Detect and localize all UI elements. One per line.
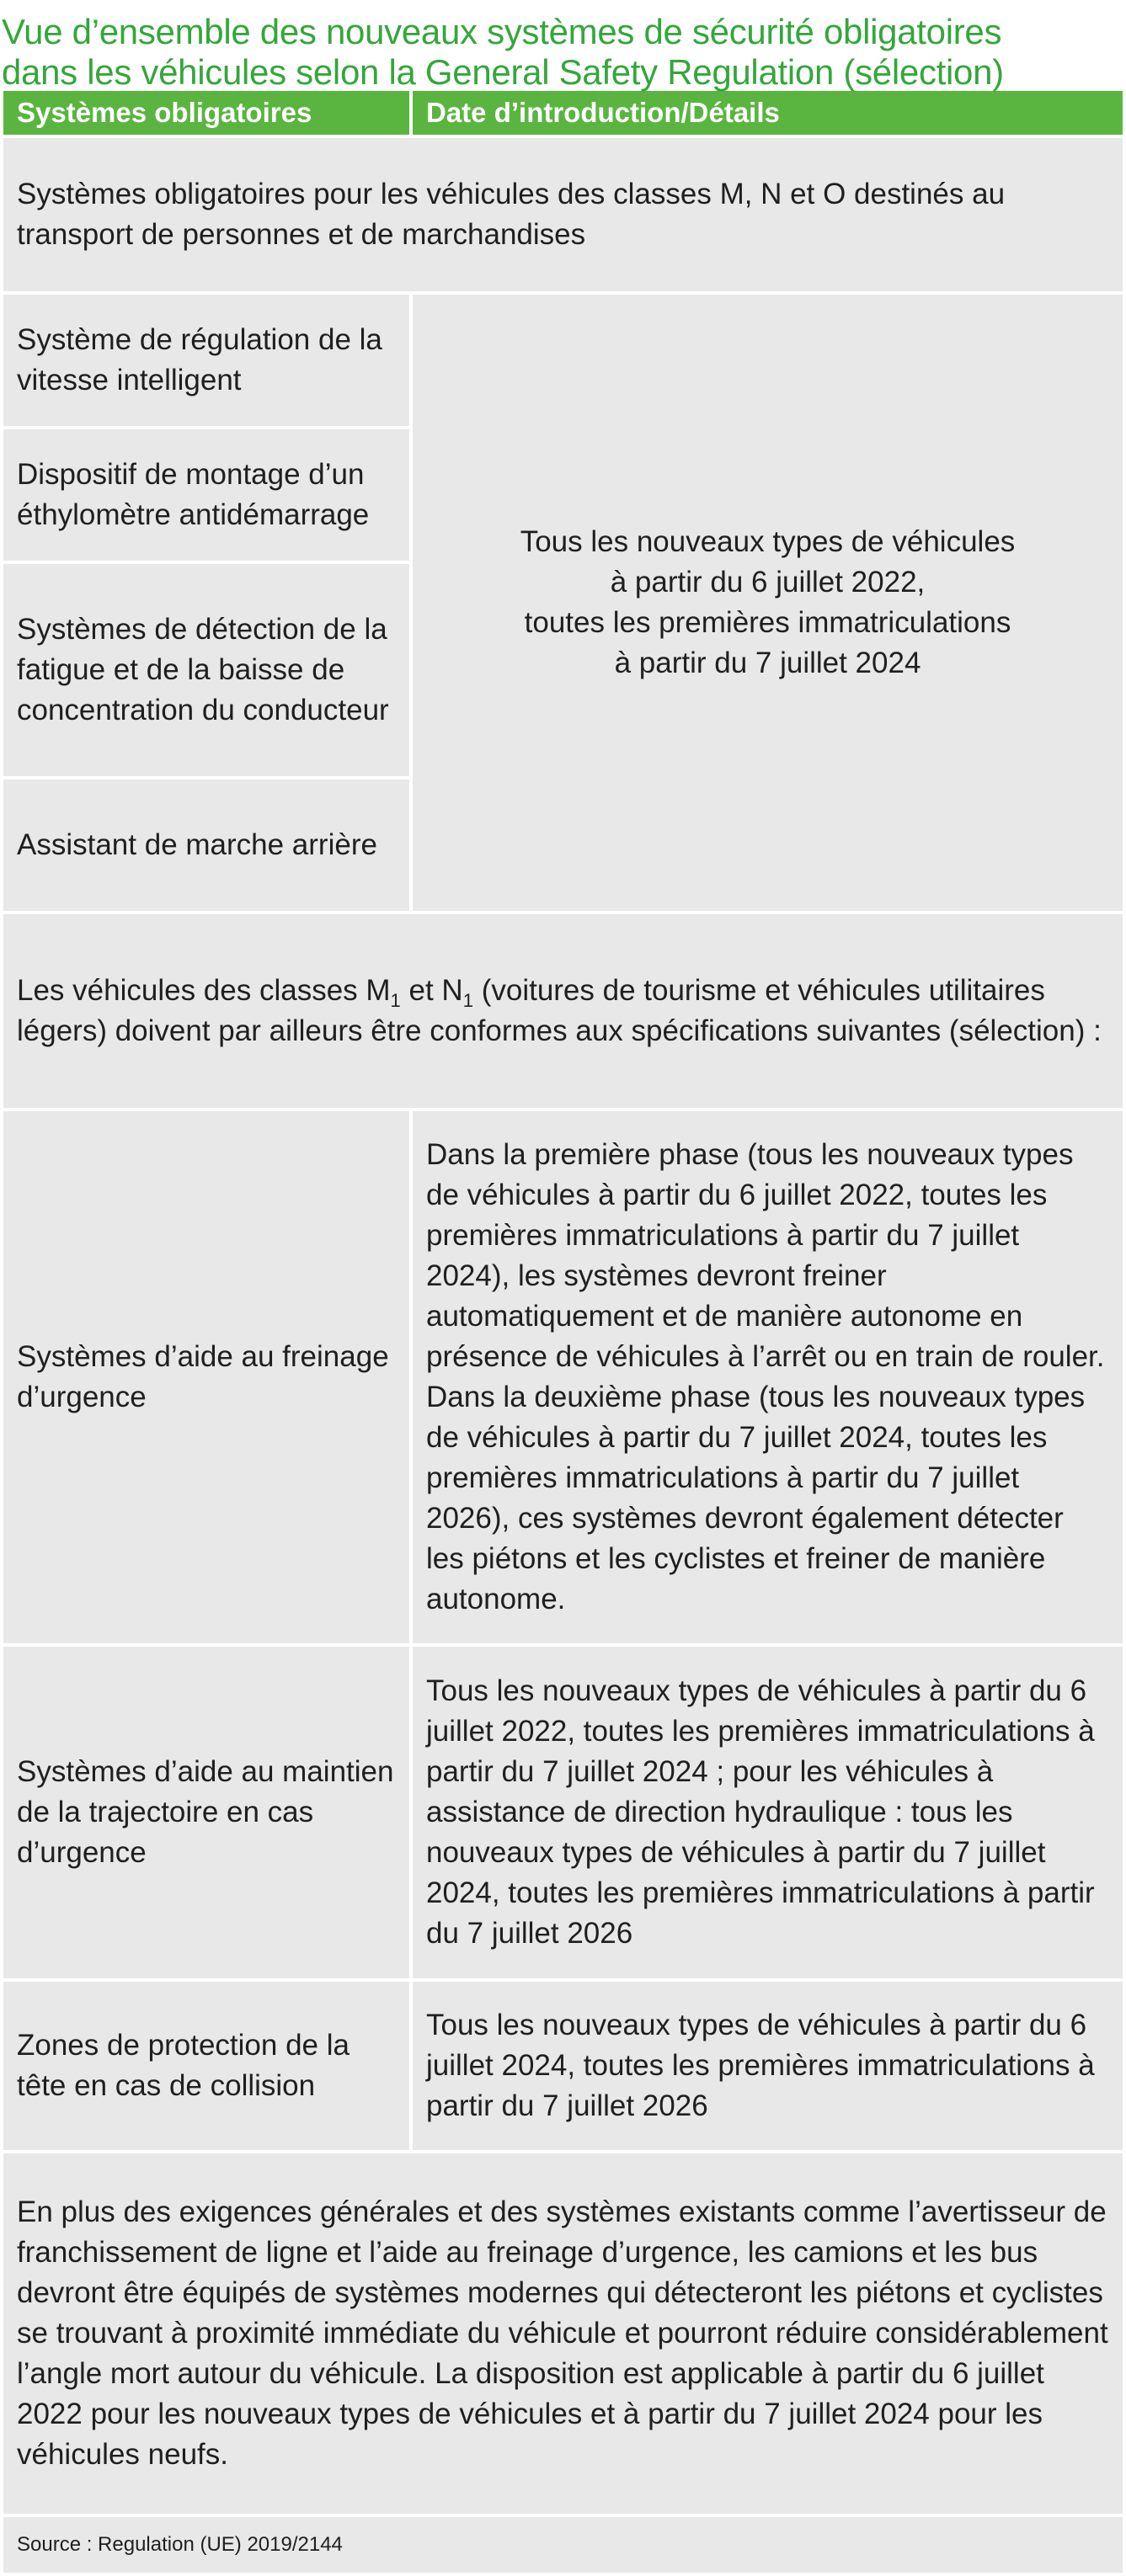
table-header-row	[2, 89, 1124, 136]
dates-line-4: à partir du 7 juillet 2024	[614, 647, 921, 679]
section2-intro-text: et N	[400, 974, 463, 1007]
table-row	[2, 293, 1124, 428]
system-speed-assist: Système de régulation de la vitesse intelligent	[2, 293, 411, 428]
header-dates: Date d’introduction/Détails	[411, 89, 1124, 136]
page-title	[0, 0, 1126, 92]
table-row	[2, 1110, 1124, 1645]
dates-line-1: Tous les nouveaux types de véhicules	[520, 525, 1016, 558]
section1-dates	[411, 293, 1124, 913]
header-systems: Systèmes obligatoires	[2, 89, 411, 136]
detail-lane-keeping: Tous les nouveaux types de véhicules à partir du 6 juillet 2022, toutes les premières immatriculations à partir du 7 juillet 2024 ; pour les véhicules à assistance de direction hydraulique : tous les nouveaux types de véhicules à partir du 7 juillet 2024, toutes les premières immatriculations à partir du 7 juillet 2026	[411, 1645, 1124, 1980]
detail-emergency-braking: Dans la première phase (tous les nouveaux types de véhicules à partir du 6 juillet 2022, toutes les premières immatriculations à partir du 7 juillet 2024), les systèmes devront freiner automatiquement et de manière autonome en présence de véhicules à l’arrêt ou en train de rouler. Dans la deuxième phase (tous les nouveaux types de véhicules à partir du 7 juillet 2024, toutes les premières immatriculations à partir du 7 juillet 2026), ces systèmes devront également détecter les piétons et les cyclistes et freiner de manière autonome.	[411, 1110, 1124, 1645]
table-row	[2, 1980, 1124, 2152]
section3-text: En plus des exigences générales et des systèmes existants comme l’avertisseur de franchissement de ligne et l’aide au freinage d’urgence, les camions et les bus devront être équipés de systèmes modernes qui détecteront les piétons et cyclistes se trouvant à proximité immédiate du véhicule et pourront réduire considérablement l’angle mort autour du véhicule. La disposition est applicable à partir du 6 juillet 2022 pour les nouveaux types de véhicules et à partir du 7 juillet 2024 pour les véhicules neufs.	[2, 2152, 1124, 2515]
title-line-1: Vue d’ensemble des nouveaux systèmes de sécurité obligatoires	[2, 12, 1002, 51]
section2-intro-text: (voitures de tourisme et véhicules utilitaires légers) doivent par ailleurs être conformes aux spécifications suivantes (sélection) :	[17, 974, 1102, 1047]
section2-intro	[2, 913, 1124, 1110]
source-row	[2, 2515, 1124, 2574]
system-lane-keeping: Systèmes d’aide au maintien de la trajectoire en cas d’urgence	[2, 1645, 411, 1980]
safety-systems-table	[0, 88, 1126, 2576]
section2-intro-text: Les véhicules des classes M	[17, 974, 391, 1007]
system-fatigue-detection: Systèmes de détection de la fatigue et de la baisse de concentration du conducteur	[2, 562, 411, 778]
source-note: Source : Regulation (UE) 2019/2144	[2, 2515, 1124, 2574]
subscript-1: 1	[462, 990, 473, 1011]
title-line-2: dans les véhicules selon la General Safety Regulation (sélection)	[2, 52, 1004, 92]
system-emergency-braking: Systèmes d’aide au freinage d’urgence	[2, 1110, 411, 1645]
section3-row	[2, 2152, 1124, 2515]
subscript-1: 1	[390, 990, 401, 1011]
section1-intro: Systèmes obligatoires pour les véhicules des classes M, N et O destinés au transport de personnes et de marchandises	[2, 136, 1124, 293]
table-row	[2, 1645, 1124, 1980]
system-head-protection: Zones de protection de la tête en cas de collision	[2, 1980, 411, 2152]
section2-intro-row	[2, 913, 1124, 1110]
system-reverse-assist: Assistant de marche arrière	[2, 778, 411, 913]
system-alcohol-interlock: Dispositif de montage d’un éthylomètre antidémarrage	[2, 428, 411, 562]
section1-intro-row	[2, 136, 1124, 293]
dates-line-2: à partir du 6 juillet 2022,	[610, 566, 926, 599]
detail-head-protection: Tous les nouveaux types de véhicules à partir du 6 juillet 2024, toutes les premières immatriculations à partir du 7 juillet 2026	[411, 1980, 1124, 2152]
dates-line-3: toutes les premières immatriculations	[524, 606, 1011, 639]
